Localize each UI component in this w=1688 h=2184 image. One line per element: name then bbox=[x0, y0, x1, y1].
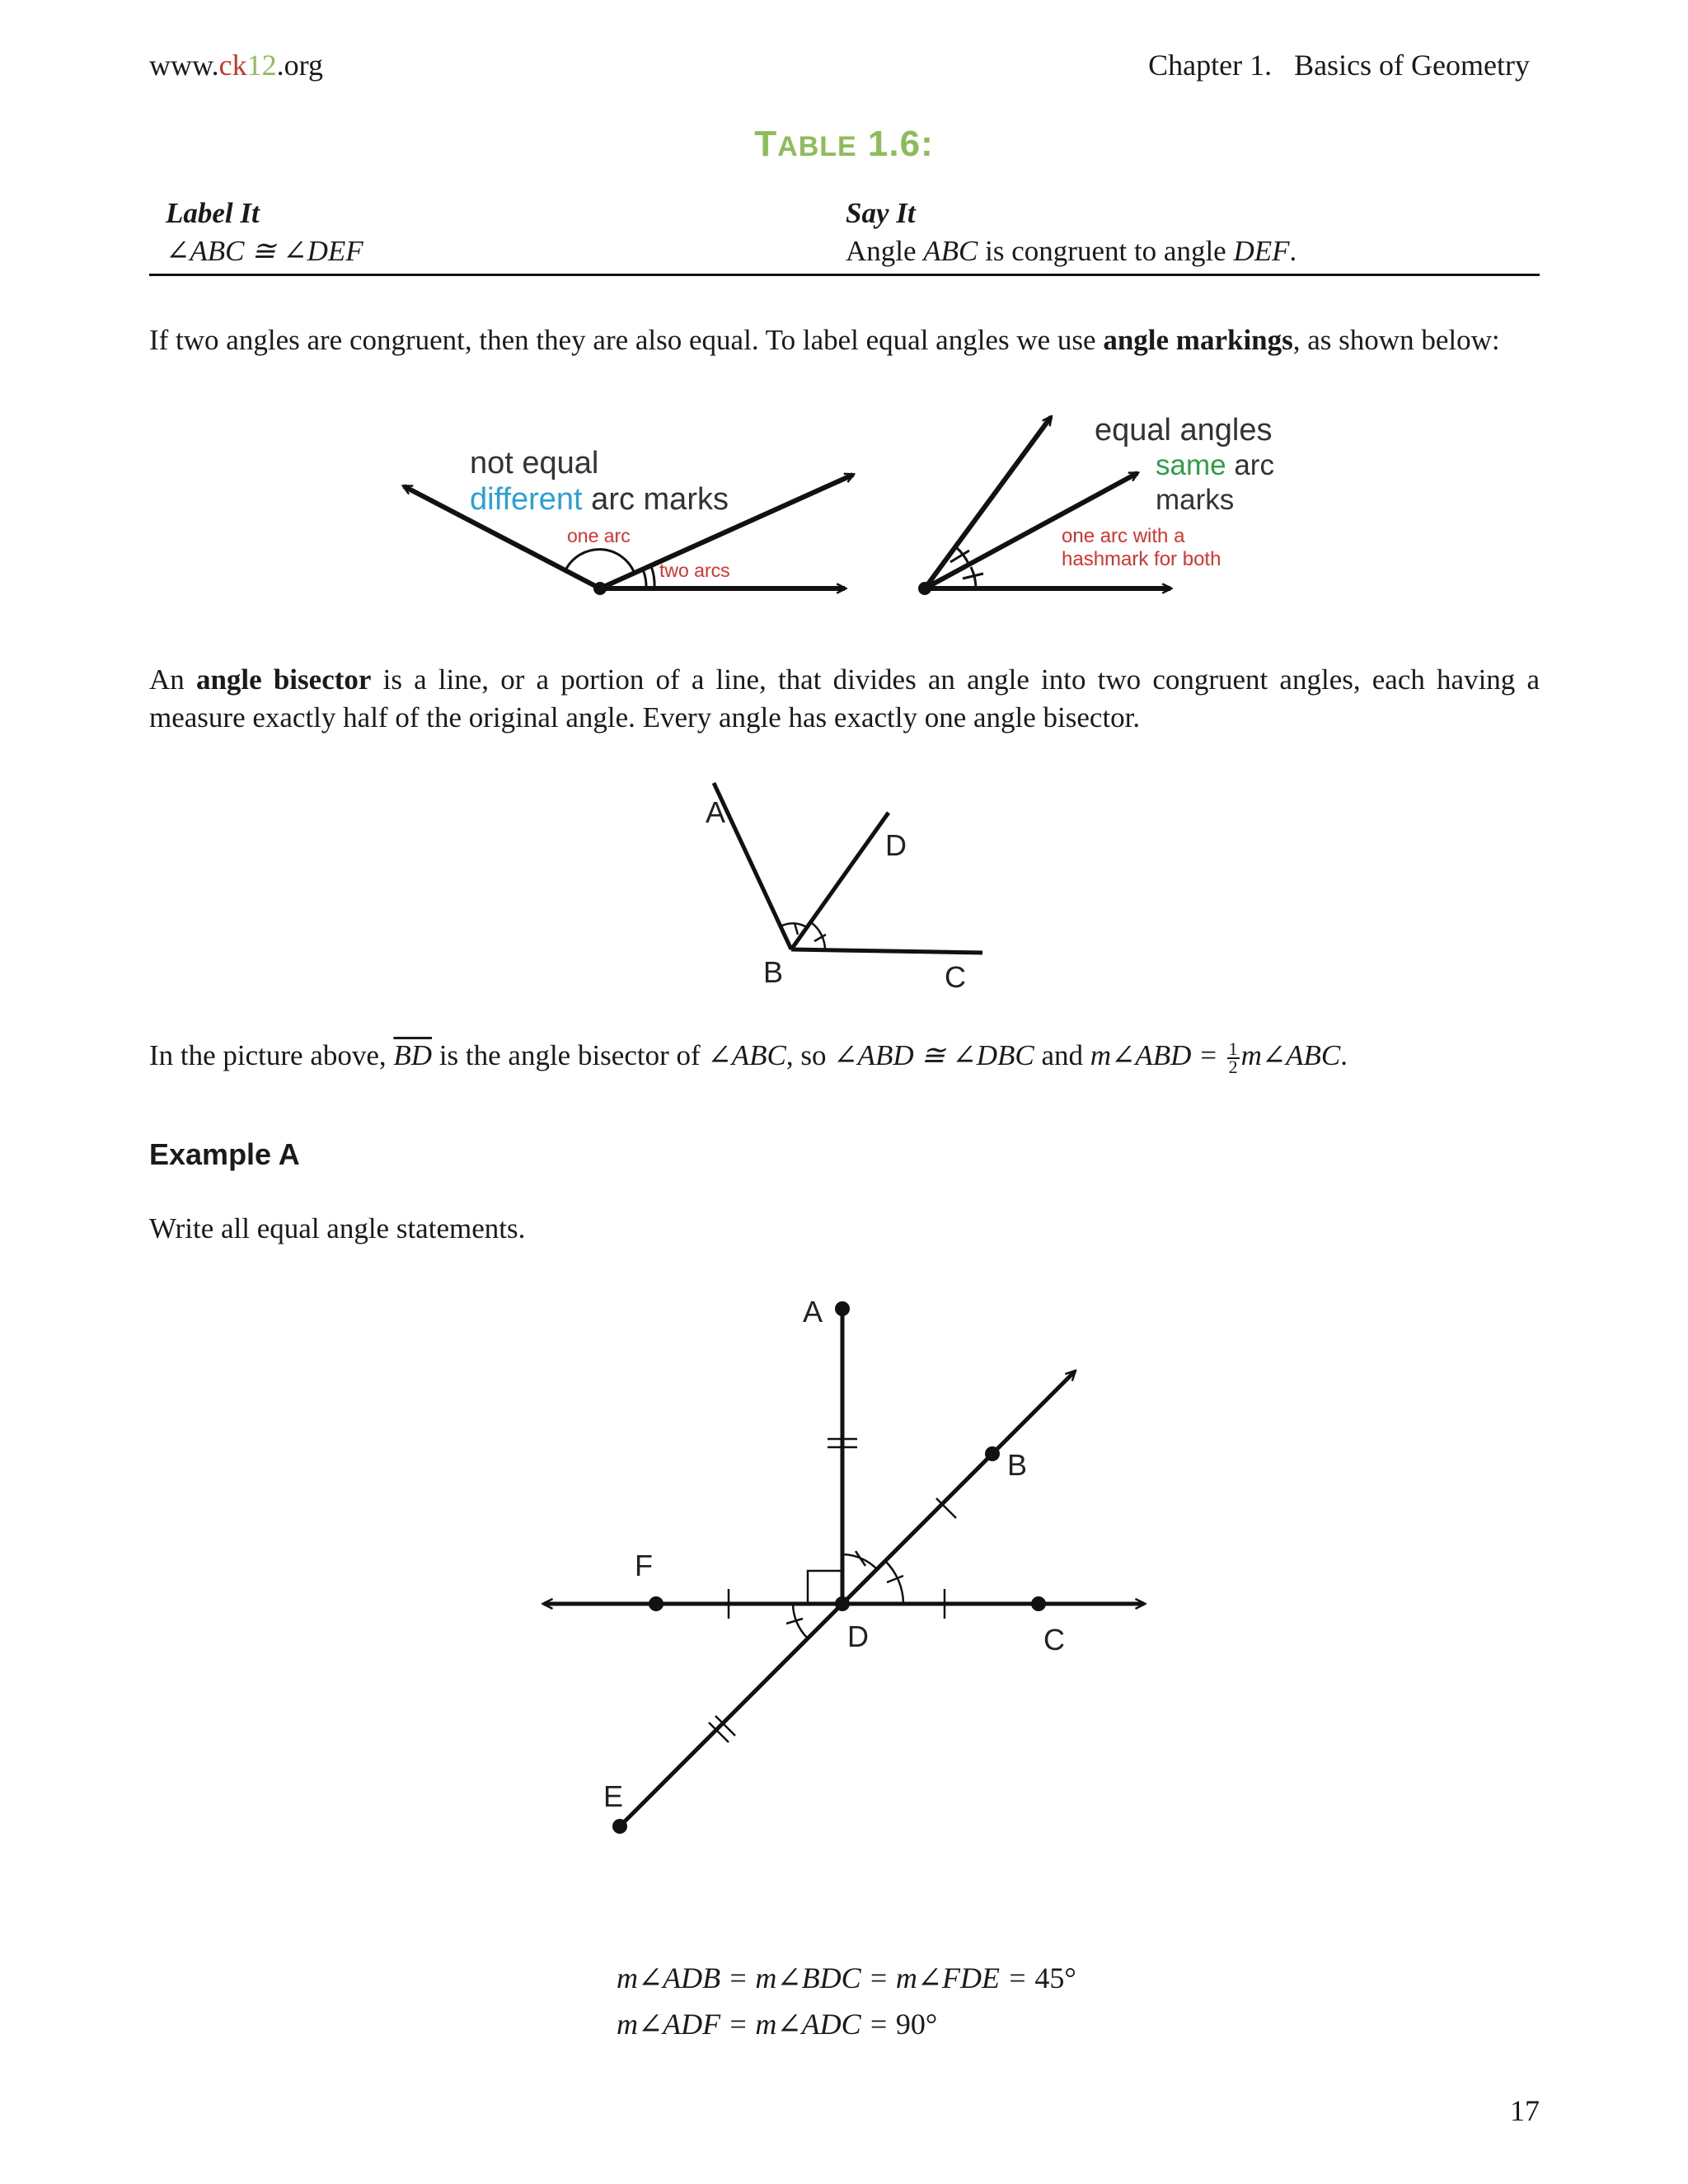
para1-text-before: If two angles are congruent, then they are also equal. To label equal angles we use bbox=[149, 324, 1104, 356]
label-same: same bbox=[1156, 449, 1226, 481]
angle-markings-figure bbox=[379, 394, 1311, 616]
angle-abc: ∠ABC bbox=[707, 1039, 786, 1071]
point-b bbox=[985, 1446, 1000, 1461]
label-one-arc: one arc bbox=[567, 525, 631, 546]
point-label-a: A bbox=[706, 795, 726, 829]
site-url[interactable] bbox=[149, 48, 323, 82]
para1-text-after: , as shown below: bbox=[1292, 324, 1500, 356]
segment-bd: $\overline{BD}$ bbox=[393, 1039, 433, 1071]
hash-bdc bbox=[887, 1576, 903, 1582]
col-header-label-it: Label It bbox=[166, 197, 260, 229]
two-arcs-mark-2 bbox=[651, 566, 654, 588]
vertex-left bbox=[593, 582, 607, 595]
label-arc: arc bbox=[1226, 449, 1274, 481]
label-d: D bbox=[847, 1619, 869, 1653]
label-say-table bbox=[149, 194, 1540, 276]
para3-p5: . bbox=[1340, 1039, 1348, 1071]
para3-p1: In the picture above, bbox=[149, 1039, 394, 1071]
label-b: B bbox=[1007, 1448, 1028, 1482]
say-abc: ABC bbox=[923, 235, 978, 267]
label-different-arc-marks bbox=[470, 482, 729, 517]
point-c bbox=[1031, 1596, 1046, 1611]
chapter-title: Chapter 1. Basics of Geometry bbox=[1148, 49, 1530, 82]
answer-line-2-value: 90° bbox=[895, 2008, 938, 2041]
para3-p4: and bbox=[1034, 1039, 1090, 1071]
answer-line-2 bbox=[617, 2001, 1076, 2047]
paragraph-bisector-statement bbox=[149, 1037, 1540, 1076]
fraction-denominator: 2 bbox=[1228, 1056, 1238, 1077]
label-c: C bbox=[1043, 1623, 1065, 1657]
answer-equations bbox=[617, 1955, 1076, 2047]
table-title-first-letter: T bbox=[754, 124, 778, 164]
ray-bd bbox=[791, 813, 889, 949]
point-e bbox=[612, 1819, 627, 1834]
say-prefix: Angle bbox=[846, 235, 924, 267]
ray-right-upper bbox=[925, 417, 1051, 588]
table-header-row bbox=[149, 194, 1540, 232]
point-d bbox=[835, 1596, 850, 1611]
site-url-12: 12 bbox=[246, 49, 277, 82]
answer-line-1 bbox=[617, 1955, 1076, 2001]
answer-line-1-math: m∠ADB = m∠BDC = m∠FDE = bbox=[617, 1961, 1035, 1994]
one-arc-mark bbox=[565, 550, 635, 574]
point-label-b: B bbox=[763, 955, 784, 989]
example-prompt: Write all equal angle statements. bbox=[149, 1212, 526, 1244]
para2-text-before: An bbox=[149, 663, 196, 696]
paragraph-angle-bisector bbox=[149, 661, 1540, 737]
measure-left: m∠ABD = bbox=[1090, 1039, 1226, 1071]
site-url-suffix: .org bbox=[276, 49, 323, 82]
table-title bbox=[0, 124, 1688, 165]
para2-text-after: is a line, or a portion of a line, that divides an angle into two congruent angles, each having a measure exactly half of the original angle. Every angle has exactly one angle bisector. bbox=[149, 663, 1540, 733]
label-e: E bbox=[603, 1779, 624, 1813]
say-mid: is congruent to angle bbox=[978, 235, 1234, 267]
para3-p2: is the angle bisector of bbox=[432, 1039, 708, 1071]
table-bottom-rule bbox=[149, 274, 1540, 276]
site-url-ck: ck bbox=[218, 49, 247, 82]
point-label-d: D bbox=[885, 828, 907, 862]
ray-bc bbox=[791, 949, 982, 953]
label-a: A bbox=[803, 1295, 823, 1329]
say-end: . bbox=[1289, 235, 1297, 267]
measure-right: m∠ABC bbox=[1240, 1039, 1341, 1071]
label-note-line1: one arc with a bbox=[1062, 525, 1185, 547]
table-title-rest: ABLE bbox=[777, 131, 857, 162]
paragraph-angle-markings bbox=[149, 321, 1540, 359]
point-label-c: C bbox=[945, 960, 966, 994]
site-url-prefix: www. bbox=[149, 49, 219, 82]
example-heading: Example A bbox=[149, 1137, 300, 1171]
page-number: 17 bbox=[1510, 2094, 1540, 2127]
para2-bold: angle bisector bbox=[195, 663, 372, 696]
answer-line-1-value: 45° bbox=[1034, 1961, 1076, 1994]
label-f: F bbox=[635, 1549, 653, 1582]
example-a-figure bbox=[528, 1286, 1170, 1863]
label-equal-angles: equal angles bbox=[1095, 413, 1273, 448]
cell-say-it bbox=[846, 232, 1540, 270]
fraction-numerator: 1 bbox=[1228, 1038, 1238, 1059]
angle-bisector-figure bbox=[676, 766, 1022, 997]
table-row bbox=[149, 232, 1540, 270]
table-title-number: 1.6: bbox=[856, 124, 934, 164]
two-arcs-mark-1 bbox=[643, 569, 646, 588]
label-not-equal: not equal bbox=[470, 446, 599, 480]
fraction-one-half bbox=[1227, 1038, 1240, 1077]
bisector-hash-1 bbox=[795, 923, 798, 935]
point-a bbox=[835, 1301, 850, 1316]
label-arc-marks: arc marks bbox=[582, 482, 729, 517]
equal-arc-lower bbox=[971, 567, 976, 588]
cell-label-it: ∠ABC ≅ ∠DEF bbox=[166, 235, 363, 267]
label-note-line2: hashmark for both bbox=[1062, 548, 1221, 570]
col-header-say-it: Say It bbox=[846, 197, 916, 229]
label-marks: marks bbox=[1156, 484, 1235, 516]
label-different: different bbox=[470, 482, 583, 517]
congruence-statement: ∠ABD ≅ ∠DBC bbox=[833, 1039, 1034, 1071]
label-two-arcs: two arcs bbox=[659, 560, 730, 581]
point-f bbox=[649, 1596, 663, 1611]
ray-ba bbox=[714, 783, 791, 949]
answer-line-2-math: m∠ADF = m∠ADC = bbox=[617, 2008, 896, 2041]
para3-p3: , so bbox=[785, 1039, 834, 1071]
para1-bold: angle markings bbox=[1103, 324, 1293, 356]
say-def: DEF bbox=[1233, 235, 1290, 267]
label-same-arc bbox=[1156, 449, 1274, 481]
vertex-right bbox=[918, 582, 931, 595]
